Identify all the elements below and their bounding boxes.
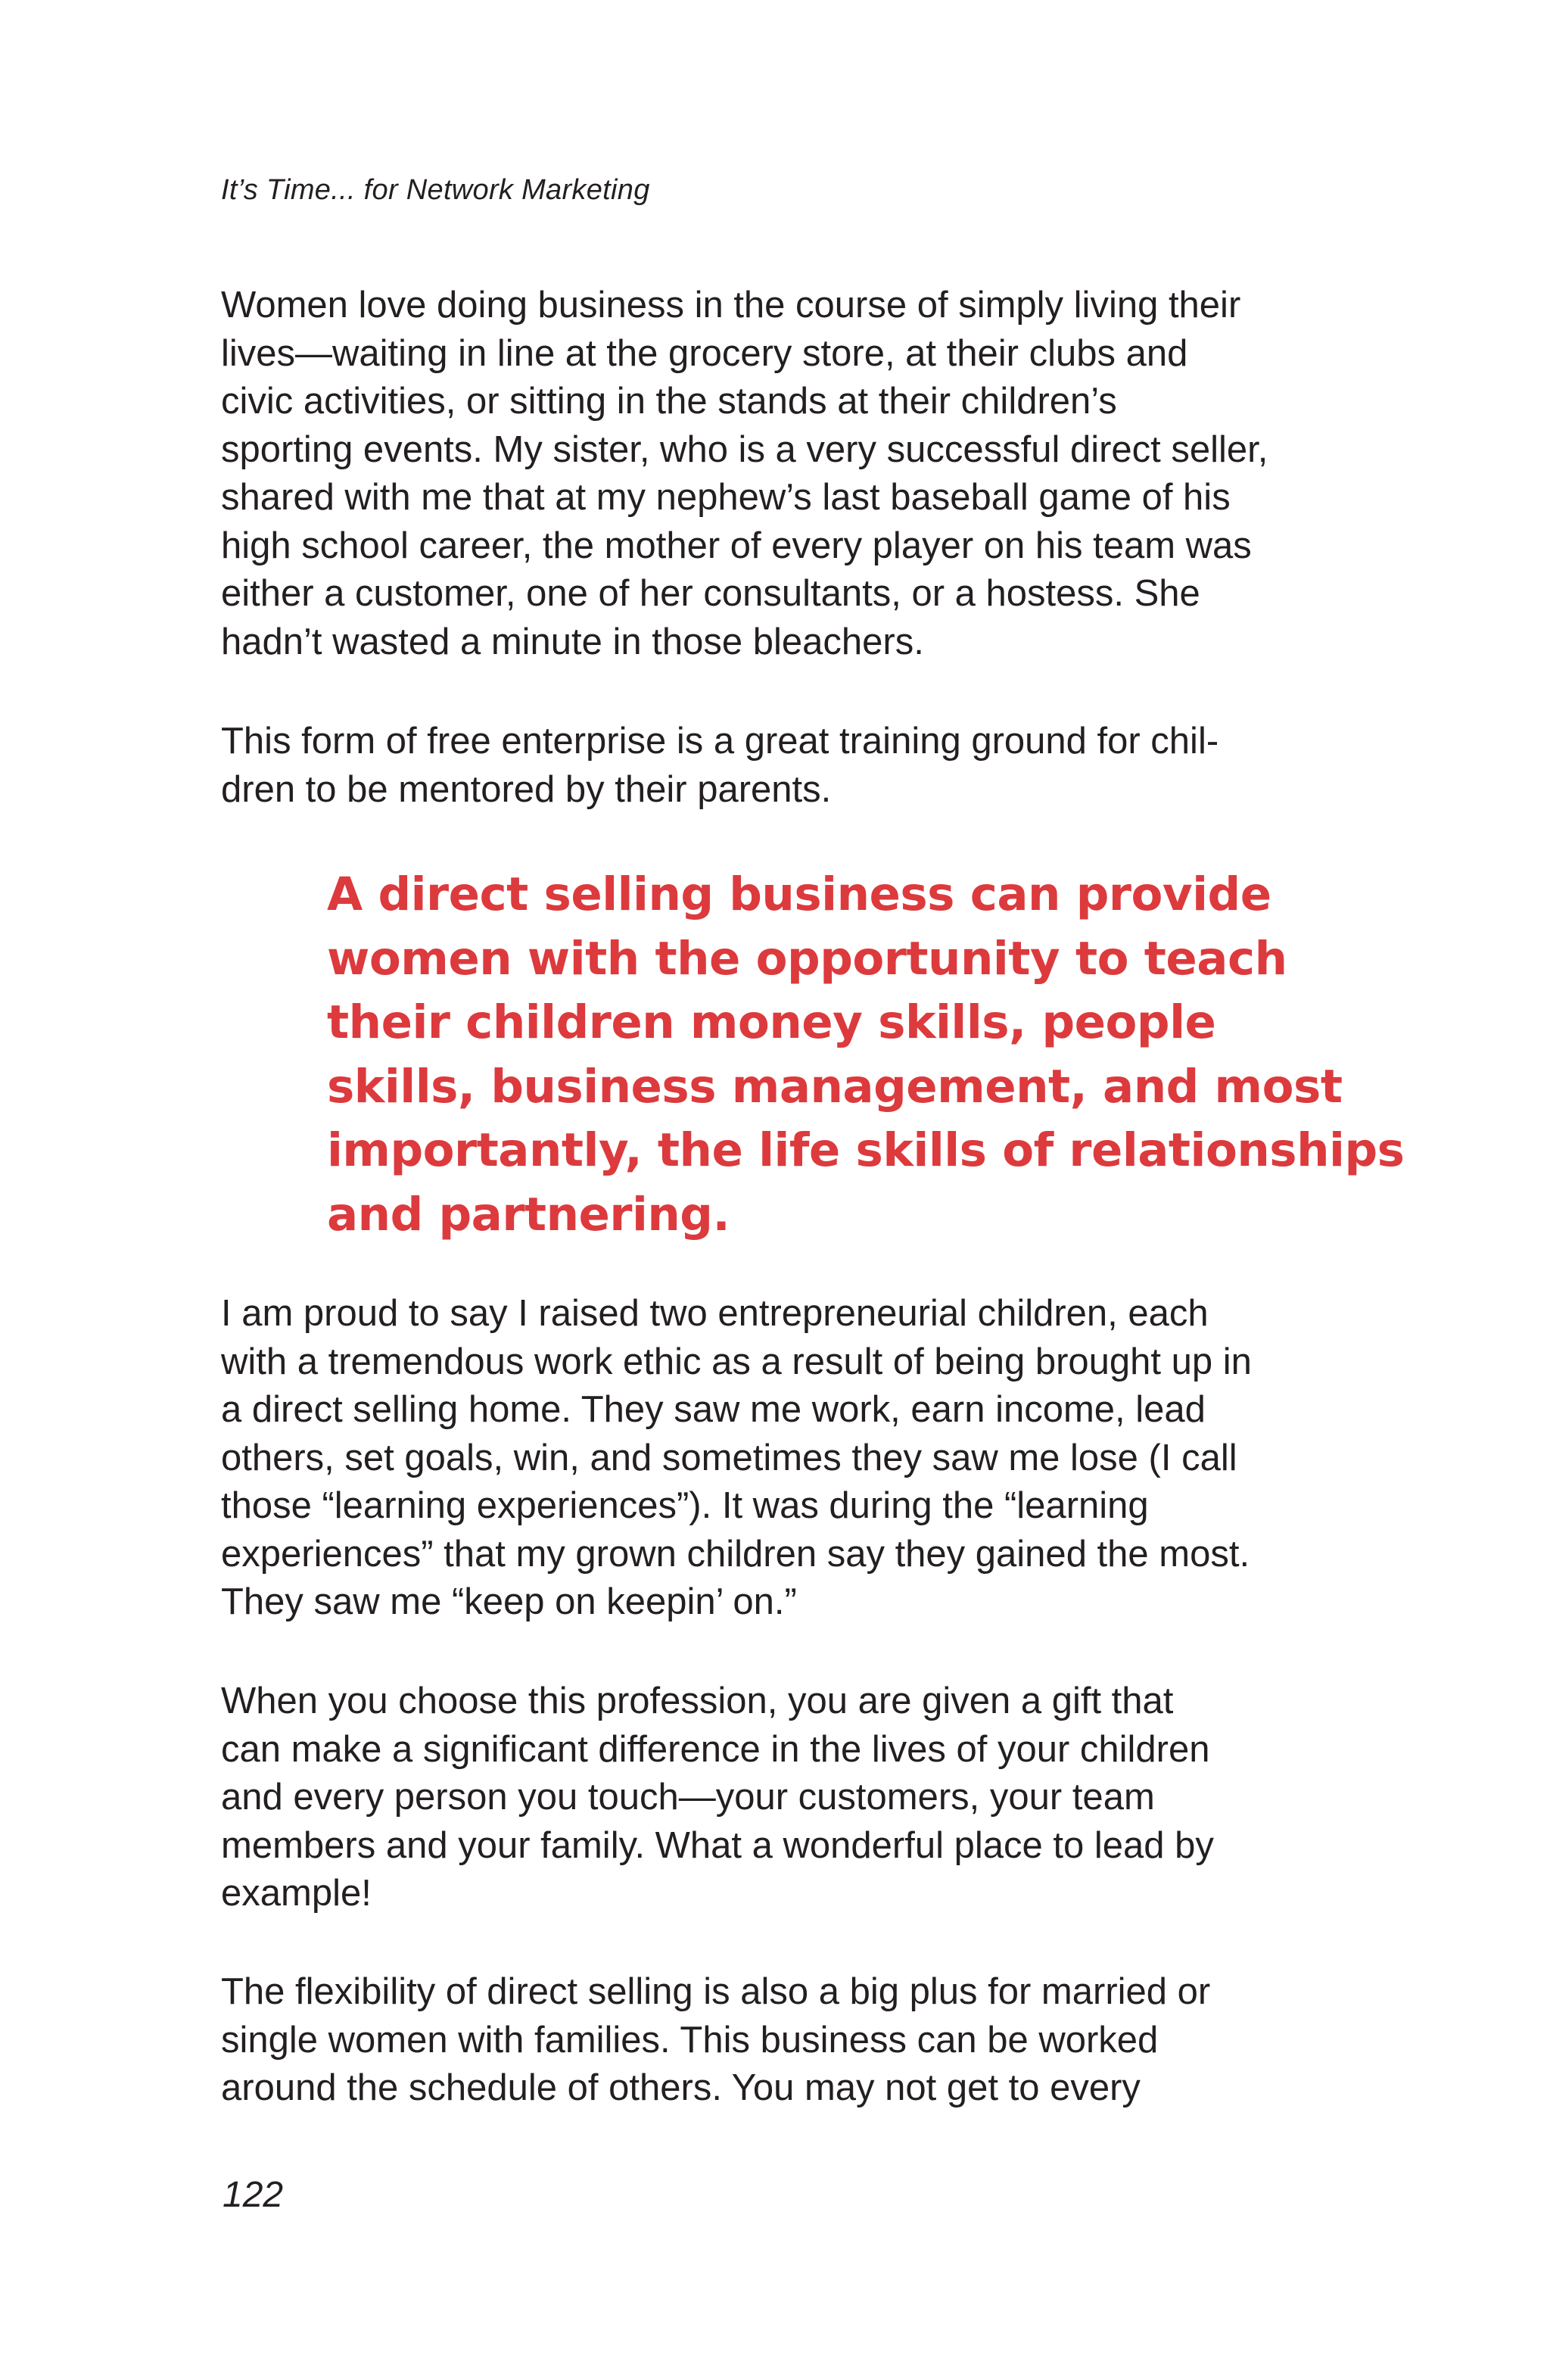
paragraph-free-enterprise bbox=[221, 718, 1341, 814]
text-line: with a tremendous work ethic as a result of being brought up in bbox=[221, 1341, 1252, 1382]
text-line: When you choose this profession, you are given a gift that bbox=[221, 1681, 1174, 1721]
text-line: high school career, the mother of every player on his team was bbox=[221, 525, 1252, 566]
page-number: 122 bbox=[223, 2175, 284, 2215]
pull-quote-line: A direct selling business can provide bbox=[327, 868, 1271, 921]
text-line: civic activities, or sitting in the stands at their children’s bbox=[221, 381, 1117, 422]
pull-quote bbox=[327, 863, 1405, 1247]
paragraph-women-business bbox=[221, 282, 1341, 666]
pull-quote-line: women with the opportunity to teach bbox=[327, 931, 1287, 986]
pull-quote-line: skills, business management, and most bbox=[327, 1059, 1343, 1114]
text-line: either a customer, one of her consultants, or a hostess. She bbox=[221, 573, 1200, 614]
text-line: dren to be mentored by their parents. bbox=[221, 768, 832, 810]
pull-quote-line: their children money skills, people bbox=[327, 995, 1216, 1049]
text-line: The flexibility of direct selling is also a big plus for married or bbox=[221, 1971, 1211, 2012]
text-line: hadn’t wasted a minute in those bleachers. bbox=[221, 621, 924, 662]
text-line: They saw me “keep on keepin’ on.” bbox=[221, 1581, 797, 1622]
running-header: It’s Time... for Network Marketing bbox=[221, 174, 650, 206]
text-line: shared with me that at my nephew’s last baseball game of his bbox=[221, 477, 1231, 518]
text-line: Women love doing business in the course of simply living their bbox=[221, 285, 1241, 326]
paragraph-entrepreneurial-children bbox=[221, 1290, 1341, 1627]
text-line: This form of free enterprise is a great training ground for chil- bbox=[221, 721, 1219, 762]
text-line: those “learning experiences”). It was during the “learning bbox=[221, 1485, 1149, 1526]
text-line: and every person you touch—your customers, your team bbox=[221, 1777, 1155, 1818]
paragraph-flexibility bbox=[221, 1968, 1341, 2113]
text-line: a direct selling home. They saw me work, earn income, lead bbox=[221, 1389, 1206, 1430]
text-line: I am proud to say I raised two entrepreneurial children, each bbox=[221, 1293, 1209, 1334]
text-line: others, set goals, win, and sometimes they saw me lose (I call bbox=[221, 1437, 1237, 1478]
paragraph-profession-gift bbox=[221, 1678, 1341, 1918]
text-line: members and your family. What a wonderful place to lead by bbox=[221, 1824, 1214, 1866]
pull-quote-line: and partnering. bbox=[327, 1187, 730, 1241]
text-line: around the schedule of others. You may not get to every bbox=[221, 2067, 1141, 2108]
text-line: lives—waiting in line at the grocery store, at their clubs and bbox=[221, 332, 1188, 374]
text-line: example! bbox=[221, 1873, 372, 1914]
text-line: experiences” that my grown children say they gained the most. bbox=[221, 1533, 1250, 1575]
text-line: can make a significant difference in the lives of your children bbox=[221, 1728, 1210, 1770]
text-line: sporting events. My sister, who is a very successful direct seller, bbox=[221, 428, 1268, 470]
pull-quote-line: importantly, the life skills of relationships bbox=[327, 1123, 1405, 1177]
text-line: single women with families. This business can be worked bbox=[221, 2019, 1159, 2061]
